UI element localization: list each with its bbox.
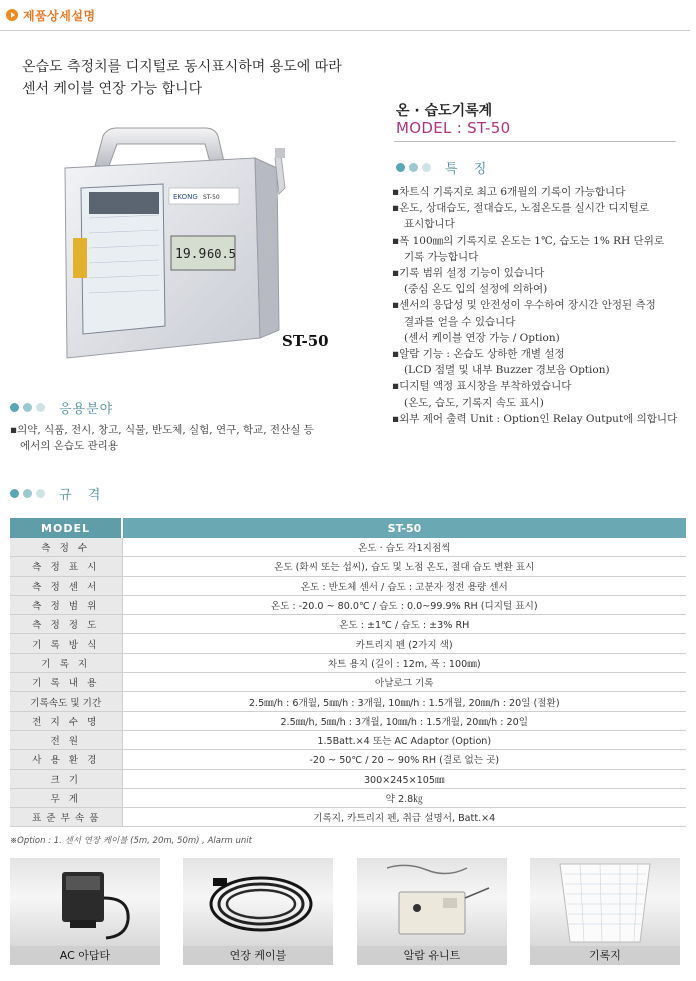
ac-adapter-image xyxy=(10,858,160,946)
dot-icon xyxy=(36,403,45,412)
feature-line: 표시합니다 xyxy=(404,218,455,231)
application-text xyxy=(10,422,360,454)
accessory-label: AC 아답타 xyxy=(10,946,160,965)
spec-row xyxy=(10,634,686,653)
features-heading xyxy=(396,158,492,177)
spec-value: 2.5㎜/h : 6개월, 5㎜/h : 3개월, 10㎜/h : 1.5개월, 20㎜/h : 20일 (절환) xyxy=(122,692,686,711)
spec-label: 기록속도 및 기간 xyxy=(10,692,122,711)
section-header xyxy=(6,6,96,24)
feature-line: (중심 온도 입의 설정에 의하여) xyxy=(404,283,548,296)
product-model: MODEL : ST-50 xyxy=(396,119,511,137)
feature-line: ▪센서의 응답성 및 안전성이 우수하여 장시간 안정된 측정 xyxy=(392,299,656,312)
spec-row xyxy=(10,711,686,730)
spec-value: 기록지, 카트리지 펜, 취급 설명서, Batt.×4 xyxy=(122,808,686,827)
lcd-humidity: 60.5 xyxy=(207,247,236,261)
title-divider xyxy=(394,141,676,142)
spec-label: 측 정 센 서 xyxy=(10,576,122,595)
spec-value: 온도 · 습도 각1지점씩 xyxy=(122,538,686,557)
accessory-label: 연장 케이블 xyxy=(183,946,333,965)
intro-text xyxy=(22,56,442,100)
spec-label: 무 게 xyxy=(10,788,122,807)
spec-header-label: MODEL xyxy=(10,518,122,538)
product-image-caption: ST-50 xyxy=(282,332,329,350)
spec-value: 1.5Batt.×4 또는 AC Adaptor (Option) xyxy=(122,730,686,749)
spec-heading xyxy=(10,484,106,503)
dot-icon xyxy=(23,489,32,498)
spec-row xyxy=(10,576,686,595)
spec-value: 아날로그 기록 xyxy=(122,673,686,692)
spec-row xyxy=(10,788,686,807)
option-note: ※Option : 1. 센서 연장 케이블 (5m, 20m, 50m) , Alarm unit xyxy=(10,836,252,846)
intro-line-1: 온습도 측정치를 디지털로 동시표시하며 용도에 따라 xyxy=(22,59,342,75)
spec-value: 온도 : -20.0 ~ 80.0℃ / 습도 : 0.0~99.9% RH (디지털 표시) xyxy=(122,595,686,614)
arrow-bullet-icon xyxy=(6,9,18,21)
dot-icon xyxy=(23,403,32,412)
feature-line: (센서 케이블 연장 가능 / Option) xyxy=(404,331,560,344)
spec-row xyxy=(10,557,686,576)
section-header-title: 제품상세설명 xyxy=(23,8,96,23)
spec-value: 온도 (화씨 또는 섭씨), 습도 및 노점 온도, 절대 습도 변환 표시 xyxy=(122,557,686,576)
accessory-label: 알람 유니트 xyxy=(357,946,507,965)
feature-line: ▪알람 기능 : 온습도 상하한 개별 설정 xyxy=(392,348,565,361)
features-title: 특 징 xyxy=(445,162,493,177)
spec-label: 기 록 지 xyxy=(10,653,122,672)
dot-icon xyxy=(36,489,45,498)
alarm-unit-image xyxy=(357,858,507,946)
intro-line-2: 센서 케이블 연장 가능 합니다 xyxy=(22,81,203,97)
application-heading xyxy=(10,398,113,417)
spec-label: 측 정 표 시 xyxy=(10,557,122,576)
thermohygrograph-image xyxy=(45,118,305,368)
header-divider xyxy=(0,30,690,31)
feature-line: 결과를 얻을 수 있습니다 xyxy=(404,315,516,328)
application-line-2: 에서의 온습도 관리용 xyxy=(20,440,118,453)
spec-label: 크 기 xyxy=(10,769,122,788)
spec-label: 기 록 내 용 xyxy=(10,673,122,692)
feature-line: ▪폭 100㎜의 기록지로 온도는 1℃, 습도는 1% RH 단위로 xyxy=(392,234,664,247)
spec-row xyxy=(10,750,686,769)
spec-label: 측 정 수 xyxy=(10,538,122,557)
spec-row xyxy=(10,538,686,557)
chart-paper-image xyxy=(530,858,680,946)
accessory-alarm-unit xyxy=(357,858,507,965)
feature-line: (LCD 점멸 및 내부 Buzzer 경보음 Option) xyxy=(404,364,610,377)
application-title: 응용분야 xyxy=(59,402,114,417)
spec-row xyxy=(10,692,686,711)
accessory-ac-adapter xyxy=(10,858,160,965)
spec-value: 온도 : ±1℃ / 습도 : ±3% RH xyxy=(122,615,686,634)
feature-line: ▪외부 제어 출력 Unit : Option인 Relay Output에 의합니다 xyxy=(392,412,678,425)
spec-value: 약 2.8㎏ xyxy=(122,788,686,807)
feature-line: ▪차트식 기록지로 최고 6개월의 기록이 가능합니다 xyxy=(392,186,626,198)
dot-icon xyxy=(396,163,405,172)
spec-label: 전 지 수 명 xyxy=(10,711,122,730)
spec-label: 사 용 환 경 xyxy=(10,750,122,769)
feature-line: 기록 가능합니다 xyxy=(404,250,479,263)
spec-row xyxy=(10,673,686,692)
dot-icon xyxy=(10,403,19,412)
device-model-label: ST-50 xyxy=(203,194,220,201)
spec-value: 차트 용지 (길이 : 12m, 폭 : 100㎜) xyxy=(122,653,686,672)
spec-value: 카트리지 펜 (2가지 색) xyxy=(122,634,686,653)
spec-row xyxy=(10,653,686,672)
spec-row xyxy=(10,730,686,749)
product-title: 온 · 습도기록계 xyxy=(396,103,493,119)
spec-table xyxy=(10,518,686,827)
spec-label: 표 준 부 속 품 xyxy=(10,808,122,827)
application-line-1: ▪의약, 식품, 전시, 창고, 식물, 반도체, 실험, 연구, 학교, 전산실 등 xyxy=(10,424,314,436)
dot-icon xyxy=(10,489,19,498)
accessory-label: 기록지 xyxy=(530,946,680,965)
accessory-extension-cable xyxy=(183,858,333,965)
spec-value: 2.5㎜/h, 5㎜/h : 3개월, 10㎜/h : 1.5개월, 20㎜/h : 20일 xyxy=(122,711,686,730)
feature-line: (온도, 습도, 기록지 속도 표시) xyxy=(404,396,544,409)
spec-value: 온도 : 반도체 센서 / 습도 : 고분자 정전 용량 센서 xyxy=(122,576,686,595)
spec-row xyxy=(10,595,686,614)
feature-line: ▪기록 범위 설정 기능이 있습니다 xyxy=(392,267,545,280)
spec-label: 전 원 xyxy=(10,730,122,749)
spec-value: -20 ~ 50℃ / 20 ~ 90% RH (결로 없는 곳) xyxy=(122,750,686,769)
accessory-chart-paper xyxy=(530,858,680,965)
spec-header-row xyxy=(10,518,686,538)
features-list xyxy=(392,184,688,427)
spec-label: 측 정 정 도 xyxy=(10,615,122,634)
dot-icon xyxy=(422,163,431,172)
dot-icon xyxy=(409,163,418,172)
spec-label: 측 정 범 위 xyxy=(10,595,122,614)
extension-cable-image xyxy=(183,858,333,946)
spec-label: 기 록 방 식 xyxy=(10,634,122,653)
spec-value: 300×245×105㎜ xyxy=(122,769,686,788)
spec-row xyxy=(10,615,686,634)
feature-line: ▪온도, 상대습도, 절대습도, 노점온도를 실시간 디지털로 xyxy=(392,202,649,215)
spec-row xyxy=(10,769,686,788)
spec-header-value: ST-50 xyxy=(122,518,686,538)
spec-row xyxy=(10,808,686,827)
lcd-temperature: 19.9 xyxy=(175,247,207,262)
device-brand: EKONG xyxy=(173,193,198,201)
feature-line: ▪디지털 액정 표시창을 부착하였습니다 xyxy=(392,380,572,393)
spec-title: 규 격 xyxy=(59,488,107,503)
